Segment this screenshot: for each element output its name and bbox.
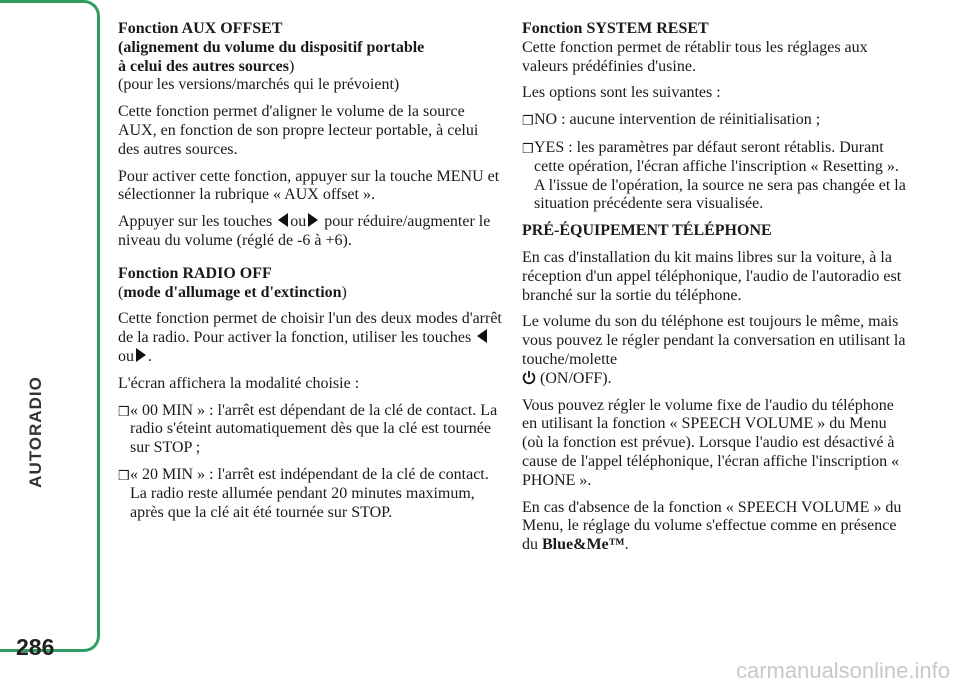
phone-para-4-end: .	[624, 536, 629, 554]
watermark: carmanualsonline.info	[735, 658, 950, 683]
list-item-text: « 20 MIN » : l'arrêt est indépendant de la clé de contact. La radio reste allumée pendant 20 minutes maximum, après que la clé ait été tournée sur STOP.	[130, 465, 489, 521]
aux-subtitle-2	[118, 58, 502, 77]
triangle-left-icon	[278, 213, 288, 227]
phone-title: PRÉ-ÉQUIPEMENT TÉLÉPHONE	[522, 222, 772, 240]
reset-para-1: Cette fonction permet de rétablir tous les réglages aux valeurs prédéfinies d'usine.	[522, 38, 868, 75]
phone-para-2-text: Le volume du son du téléphone est toujours le même, mais vous pouvez le régler pendant la conversation en utilisant la touche/molette	[522, 313, 906, 368]
radio-off-para-2: L'écran affichera la modalité choisie :	[118, 374, 360, 392]
aux-para-3-or: ou	[290, 213, 307, 231]
phone-para-4	[522, 499, 910, 555]
list-item-text: « 00 MIN » : l'arrêt est dépendant de la clé de contact. La radio s'éteint automatiquement dès que la clé est tournée sur STOP ;	[130, 401, 498, 457]
radio-off-para-1-or: ou	[118, 347, 134, 365]
list-item	[118, 402, 502, 458]
phone-para-4-bold: Blue&Me™	[542, 536, 625, 554]
power-icon	[522, 370, 536, 385]
checkbox-bullet-icon: ❒	[118, 467, 130, 483]
list-item-text: NO : aucune intervention de réinitialisation ;	[534, 111, 821, 129]
aux-subtitle-2-close: )	[288, 57, 295, 75]
checkbox-bullet-icon: ❒	[522, 113, 534, 129]
radio-off-title: Fonction RADIO OFF	[118, 264, 272, 282]
aux-subtitle-1: (alignement du volume du dispositif portable	[118, 38, 425, 56]
radio-off-subtitle-close: )	[341, 283, 347, 301]
side-frame	[0, 0, 100, 652]
phone-para-3: Vous pouvez régler le volume fixe de l'audio du téléphone en utilisant la fonction « SPEECH VOLUME » du Menu (où la fonction est prévue). Lorsque l'audio est désactivé à cause de l'appel téléphonique, l'écran affiche l'inscription « PHONE ».	[522, 396, 900, 489]
aux-note: (pour les versions/marchés qui le prévoient)	[118, 76, 400, 94]
section-label: AUTORADIO	[26, 376, 45, 488]
aux-para-3-a: Appuyer sur les touches	[118, 213, 273, 231]
radio-off-subtitle-bold: mode d'allumage et d'extinction	[123, 283, 342, 301]
checkbox-bullet-icon: ❒	[522, 140, 534, 156]
phone-para-4-a: En cas d'absence de la fonction « SPEECH VOLUME » du Menu, le réglage du volume s'effectue comme en présence du	[522, 498, 902, 554]
left-column	[118, 20, 502, 530]
phone-para-2-icon-text: (ON/OFF).	[540, 369, 612, 387]
checkbox-bullet-icon: ❒	[118, 403, 130, 419]
aux-para-2: Pour activer cette fonction, appuyer sur la touche MENU et sélectionner la rubrique « AUX offset ».	[118, 167, 500, 204]
radio-off-para-1-a: Cette fonction permet de choisir l'un des deux modes d'arrêt de la radio. Pour activer la fonction, utiliser les touches	[118, 310, 502, 347]
aux-subtitle-2-bold: à celui des autres sources	[118, 57, 289, 75]
list-item	[522, 139, 910, 214]
right-column	[522, 20, 910, 563]
phone-para-1: En cas d'installation du kit mains libres sur la voiture, à la réception d'un appel téléphonique, l'audio de l'autoradio est branché sur la sortie du téléphone.	[522, 248, 902, 304]
list-item	[522, 111, 910, 131]
aux-title: Fonction AUX OFFSET	[118, 20, 283, 37]
triangle-right-icon	[308, 213, 318, 227]
list-item	[118, 466, 502, 522]
radio-off-para-1	[118, 310, 502, 366]
triangle-left-icon	[477, 329, 487, 343]
radio-off-para-1-end: .	[148, 347, 152, 365]
radio-off-subtitle	[118, 284, 502, 303]
aux-para-3-b: pour réduire/augmenter le niveau du volume (réglé de -6 à +6).	[118, 213, 491, 249]
aux-para-3	[118, 213, 502, 251]
radio-off-subtitle-open: (	[118, 283, 124, 301]
triangle-right-icon	[136, 348, 146, 362]
aux-para-1: Cette fonction permet d'aligner le volume de la source AUX, en fonction de son propre lecteur portable, à celui des autres sources.	[118, 103, 479, 158]
reset-title: Fonction SYSTEM RESET	[522, 20, 709, 37]
phone-para-2	[522, 313, 910, 388]
page-number: 286	[16, 634, 55, 660]
list-item-text: YES : les paramètres par défaut seront rétablis. Durant cette opération, l'écran affiche l'inscription « Resetting ». A l'issue de l'opération, la source ne sera pas changée et la situation précédente sera visualisée.	[534, 138, 906, 213]
reset-para-2: Les options sont les suivantes :	[522, 84, 721, 102]
